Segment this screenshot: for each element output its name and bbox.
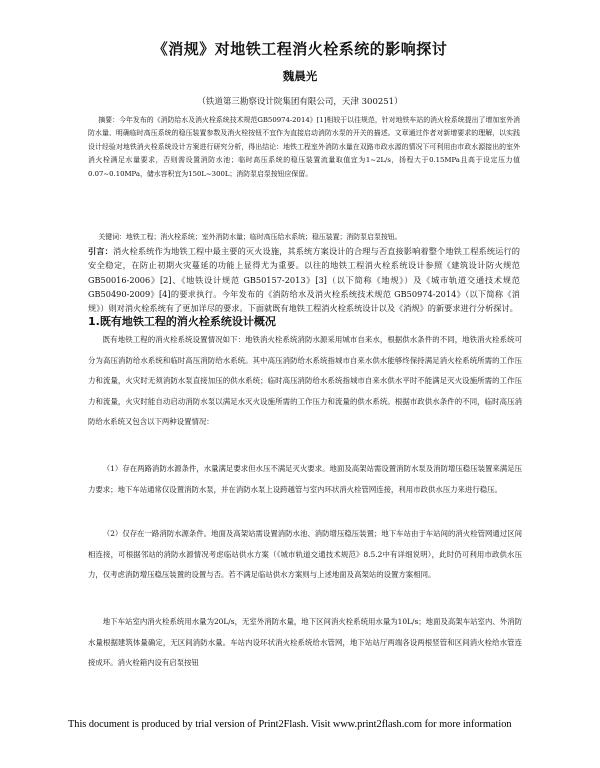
- body-paragraph-2: （1）存在两路消防水源条件，水量满足要求但水压不满足灭火要求。地面及高架站需设置消防水泵及消防增压稳压装置来满足压力要求；地下车站通常仅设置消防水泵，并在消防水泵上设跨越管与室内环状消火栓管网连接，利用市政供水压力来进行稳压。: [88, 464, 522, 494]
- body-paragraph-3: （2）仅存在一路消防水源条件。地面及高架站需设置消防水池、消防增压稳压装置；地下车站由于车站间的消火栓管网通过区间相连接，可根据邻站的消防水源情况考虑临站供水方案（《城市轨道交通技术规范》8.5.2中有详细说明），此时仍可利用市政供水压力，仅考虑消防增压稳压装置的设置与否。若不满足临站供水方案则与上述地面及高架站的设置方案相同。: [88, 529, 522, 580]
- intro-label: 引言：: [88, 246, 113, 256]
- body-paragraph-1: 既有地铁工程的消火栓系统设置情况如下：地铁消火栓系统消防水源采用城市自来水，根据供水条件的不同，地铁消火栓系统可分为高压消防给水系统和临时高压消防给水系统。其中高压消防给水系统指城市自来水供水能够终保持满足消火栓系统所需的工作压力和流量，火灾时无须消防水泵直接加压的供水系统；临时高压消防给水系统指城市自来水供水平时不能满足灭火设施所需的工作压力和流量，火灾时能自动启动消防水泵以满足水灭火设施所需的工作压力和流量的供水系统。根据市政供水条件的不同，临时高压消防给水系统又包含以下两种设置情况：: [88, 335, 522, 427]
- abstract-paragraph: 摘要：今年发布的《消防给水及消火栓系统技术规范GB50974-2014》[1]相较于以往规范，针对地铁车站的消火栓系统提出了增加室外消防水量、明确临时高压系统的稳压装置参数及消火栓按钮不宜作为直接启动消防水泵的开关的描述。文章通过作者对新增要求的理解，以实践设计经验对地铁消火栓系统设计方案进行研究分析，得出结论：地铁工程室外消防水量在双路市政水源的情况下可利用由市政水源接出的室外消火栓满足水量要求，否则需设置消防水池；临时高压系统的稳压装置流量取值宜为1~2L/s，扬程大于0.15MPa且高于设定压力值0.07~0.10MPa，储水容积宜为150L~300L；消防泵启泵按钮应保留。: [88, 116, 520, 178]
- author-name: 魏晨光: [282, 69, 318, 83]
- body-paragraph-4: 地下车站室内消火栓系统用水量为20L/s，无室外消防水量，地下区间消火栓系统用水量为10L/s；地面及高架车站室内、外消防水量根据建筑体量确定，无区间消防水量。车站内设环状消火栓系统给水管网，地下站站厅两端各设两根竖管和区间消火栓给水管连接成环。消火栓箱内设有启泵按钮: [88, 617, 522, 668]
- page-title: 《消规》对地铁工程消火栓系统的影响探讨: [152, 40, 448, 58]
- affiliation: （铁道第三勘察设计院集团有限公司，天津 300251）: [197, 97, 403, 107]
- trial-watermark-footer: This document is produced by trial version of Print2Flash. Visit www.print2flash.com for more information: [68, 719, 512, 730]
- introduction-paragraph: [88, 244, 520, 315]
- keywords-line: 关键词：地铁工程；消火栓系统；室外消防水量；临时高压给水系统；稳压装置；消防泵启泵按钮。: [98, 233, 402, 241]
- section-heading: 1.既有地铁工程的消火栓系统设计概况: [88, 315, 276, 328]
- intro-text: 消火栓系统作为地铁工程中最主要的灭火设施，其系统方案设计的合理与否直接影响着整个地铁工程系统运行的安全稳定，在防止初期火灾蔓延的功能上显得尤为重要。以往的地铁工程消火栓系统设计参照《建筑设计防火规范 GB50016-2006》[2]、《地铁设计规范 GB50157-2013》[3]（以下简称《地规》）及《城市轨道交通技术规范 GB50490-2009》[4]的要求执行。今年发布的《消防给水及消火栓系统技术规范 GB50974-2014》（以下简称《消规》）则对消火栓系统有了更加详尽的要求。下面就既有地铁工程消火栓系统设计以及《消规》的新要求进行分析探讨。: [88, 246, 520, 314]
